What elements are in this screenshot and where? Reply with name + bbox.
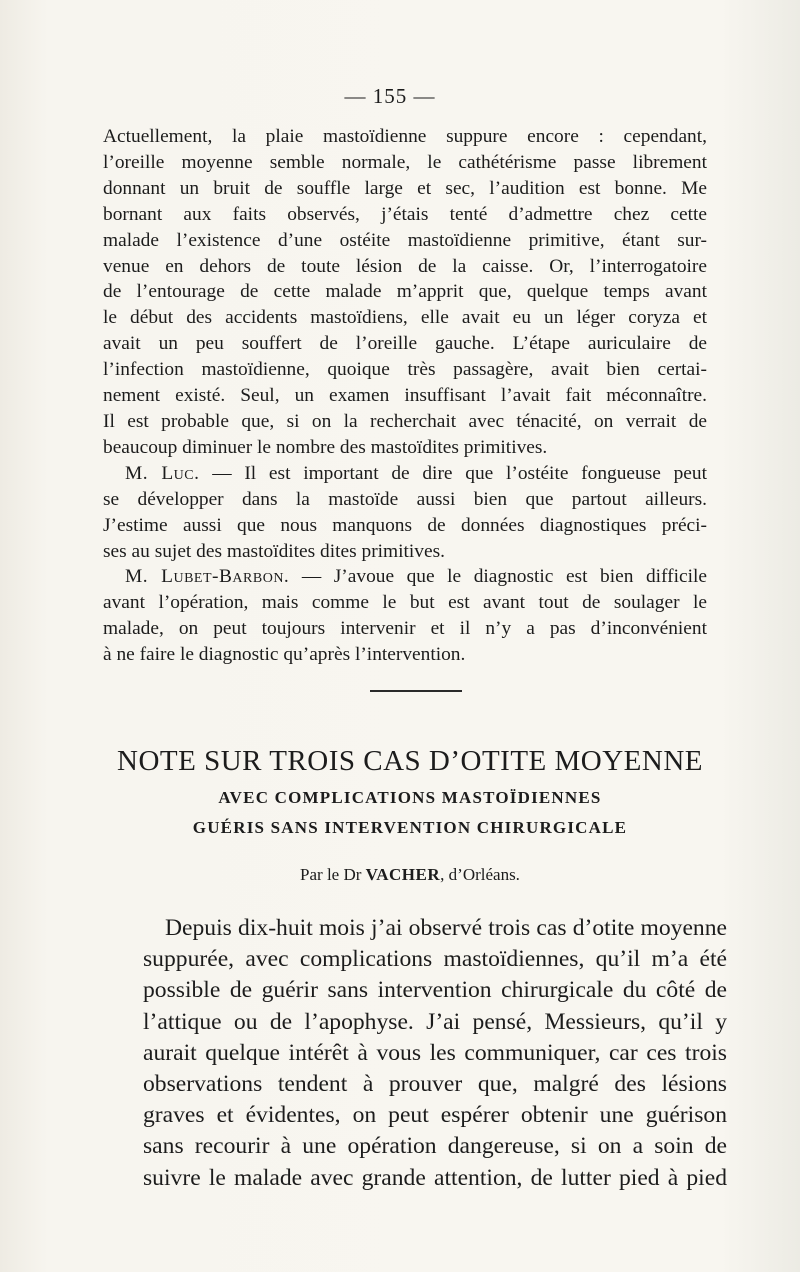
remark-text: — J’avoue que le diagnostic est bien difficile [289,566,707,588]
text-line: avant l’opération, mais comme le but est avant tout de soulager le [103,592,707,614]
text-line [103,461,707,487]
text-line: suivre le malade avec grande attention, de lutter pied à pied [143,1164,727,1191]
text-line: bornant aux faits observés, j’étais tenté d’admettre chez cette [103,203,707,225]
author-name: VACHER [365,865,441,884]
luc-remark [103,461,707,565]
text-line: se développer dans la mastoïde aussi bien que partout ailleurs. [103,488,707,510]
text-line: de l’entourage de cette malade m’apprit que, quelque temps avant [103,281,707,303]
text-line: sans recourir à une opération dangereuse, si on a soin de [143,1133,727,1160]
text-line: ses au sujet des mastoïdites dites primitives. [103,540,445,562]
text-line: donnant un bruit de souffle large et sec, l’audition est bonne. Me [103,177,707,199]
text-line: l’infection mastoïdienne, quoique très passagère, avait bien certai- [103,359,707,381]
article-subtitle: GUÉRIS SANS INTERVENTION CHIRURGICALE [192,818,628,837]
text-line: malade l’existence d’une ostéite mastoïdienne primitive, étant sur- [103,229,707,251]
text-line: suppurée, avec complications mastoïdiennes, qu’il m’a été [143,946,727,973]
text-line: Actuellement, la plaie mastoïdienne suppure encore : cependant, [103,126,707,147]
text-line: graves et évidentes, on peut espérer obtenir une guérison [143,1102,727,1129]
remark-text: — Il est important de dire que l’ostéite fongueuse peut [199,462,707,484]
text-line: nement existé. Seul, un examen insuffisant l’avait fait méconnaître. [103,385,707,407]
article-title: NOTE SUR TROIS CAS D’OTITE MOYENNE [117,745,703,777]
page-number: — 155 — [344,84,436,108]
text-line: beaucoup diminuer le nombre des mastoïdites primitives. [103,436,548,458]
text-line: observations tendent à prouver que, malgré des lésions [143,1071,727,1098]
article-subtitle: AVEC COMPLICATIONS MASTOÏDIENNES [218,788,602,807]
text-line: à ne faire le diagnostic qu’après l’intervention. [103,644,466,666]
text-line: possible de guérir sans intervention chirurgicale du côté de [143,977,727,1004]
text-line: J’estime aussi que nous manquons de données diagnostiques préci- [103,514,707,536]
text-line: Il est probable que, si on la recherchait avec ténacité, on verrait de [103,410,707,432]
author-suffix: , d’Orléans. [440,865,520,884]
text-line: aurait quelque intérêt à vous les communiquer, car ces trois [143,1039,727,1066]
speaker-name: M. Lubet-Barbon. [125,566,290,588]
text-line: l’attique ou de l’apophyse. J’ai pensé, Messieurs, qu’il y [143,1008,727,1035]
text-line: venue en dehors de toute lésion de la caisse. Or, l’interrogatoire [103,255,707,277]
article-author [100,865,720,885]
discussion-paragraph [103,124,707,461]
author-prefix: Par le Dr [300,865,362,884]
lubet-barbon-remark [103,564,707,668]
discussion-section [103,124,707,668]
text-line: le début des accidents mastoïdiens, elle avait eu un léger coryza et [103,307,707,329]
text-line: malade, on peut toujours intervenir et il n’y a pas d’inconvénient [103,618,707,640]
text-line: l’oreille moyenne semble normale, le cathétérisme passe librement [103,151,707,173]
speaker-name: M. Luc. [125,462,200,484]
section-divider [370,690,462,692]
text-line: Depuis dix-huit mois j’ai observé trois cas d’otite moyenne [165,915,727,941]
text-line [103,564,707,590]
article-body [121,913,727,1194]
body-paragraph [121,913,727,1194]
text-line: avait un peu souffert de l’oreille gauche. L’étape auriculaire de [103,333,707,355]
